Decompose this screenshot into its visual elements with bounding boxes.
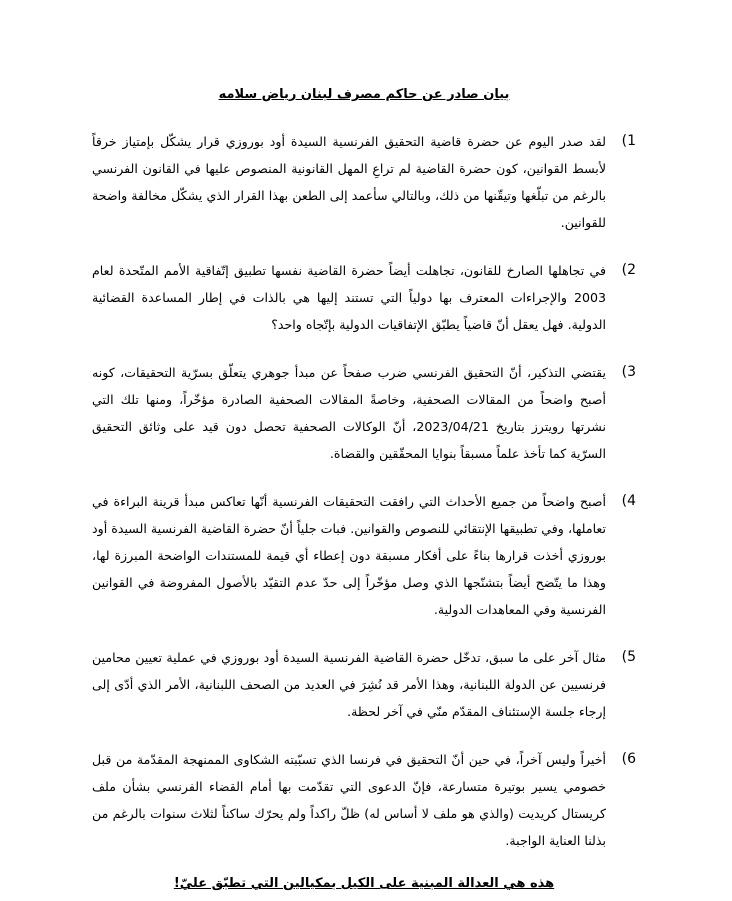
list-item [92, 488, 636, 623]
item-text: لقد صدر اليوم عن حضرة قاضية التحقيق الفرنسية السيدة أود بوروزي قرار يشكّل بإمتياز خرقاً لأبسط القوانين، كون حضرة القاضية لم تراعِ المهل القانونية المنصوص عليها في القانون الفرنسي بالرغم من تبلّغها وتيقّنها من ذلك، وبالتالي سأعمد إلى الطعن بهذا القرار الذي يشكّل مخالفة واضحة للقوانين. [92, 134, 606, 230]
item-number: 2) [621, 262, 636, 278]
list-item [92, 746, 636, 854]
list-item [92, 257, 636, 338]
item-text: أخيراً وليس آخراً، في حين أنّ التحقيق في فرنسا الذي تسبّبته الشكاوى الممنهجة المقدّمة من قبل خصومي يسير بوتيرة متسارعة، فإنّ الدعوى التي تقدّمت بها أمام القضاء الفرنسي بشأن ملف كريستال كريديت (والذي هو ملف لا أساس له) ظلّ راكداً ولم يحرّك ساكناً لثلاث سنوات بالرغم من بذلنا العناية الواجبة. [92, 752, 606, 848]
item-number: 3) [621, 364, 636, 380]
closing-statement: هذه هي العدالة المبنية على الكيل بمكيالين التي تطبّق عليّ! [173, 876, 555, 891]
item-text: مثال آخر على ما سبق، تدخّل حضرة القاضية الفرنسية السيدة أود بوروزي في عملية تعيين محامين فرنسيين عن الدولة اللبنانية، وهذا الأمر قد نُشِرَ في العديد من الصحف اللبنانية، الأمر الذي أدّى إلى إرجاء جلسة الإستئناف المقدّم منّي في آخر لحظة. [92, 650, 606, 719]
item-text: أصبح واضحاً من جميع الأحداث التي رافقت التحقيقات الفرنسية أنّها تعاكس مبدأ قرينة البراءة في تعاملها، وفي تطبيقها الإنتقائي للنصوص والقوانين. فبات جلياً أنّ حضرة القاضية الفرنسية السيدة أود بوروزي أخذت قرارها بناءً على أفكار مسبقة دون إعطاء أي قيمة للمستندات الواضحة المبرزة لها، وهذا ما يتّضح أيضاً بتشنّجها الذي وصل مؤخّراً إلى حدّ عدم التقيّد بالأصول المفروضة في القوانين الفرنسية وفي المعاهدات الدولية. [92, 494, 606, 617]
item-number: 5) [621, 649, 636, 665]
item-text: يقتضي التذكير، أنّ التحقيق الفرنسي ضرب صفحاً عن مبدأ جوهري يتعلّق بسرّية التحقيقات، كونه أصبح واضحاً من المقالات الصحفية، وخاصةً المقالات الصحفية الصادرة مؤخّراً، ومنها تلك التي نشرتها رويترز بتاريخ 2023/04/21، أنّ الوكالات الصحفية تحصل دون قيد على وثائق التحقيق السرّية كما تأخذ علماً مسبقاً بنوايا المحقّقين والقضاة. [92, 365, 606, 461]
item-number: 6) [621, 751, 636, 767]
list-item [92, 359, 636, 467]
item-text: في تجاهلها الصارخ للقانون، تجاهلت أيضاً حضرة القاضية نفسها تطبيق إتّفاقية الأمم المتّحدة لعام 2003 والإجراءات المعترف بها دولياً التي تستند إليها هي بالذات في إطار المساعدة القضائية الدولية. فهل يعقل أنّ قاضياً يطبّق الإتفاقيات الدولية بإتّجاه واحد؟ [92, 263, 606, 332]
item-number: 1) [621, 133, 636, 149]
list-item [92, 644, 636, 725]
list-item [92, 128, 636, 236]
statement-list [92, 128, 636, 854]
item-number: 4) [621, 493, 636, 509]
document-title: بيان صادر عن حاكم مصرف لبنان رياض سلامه [218, 87, 510, 102]
